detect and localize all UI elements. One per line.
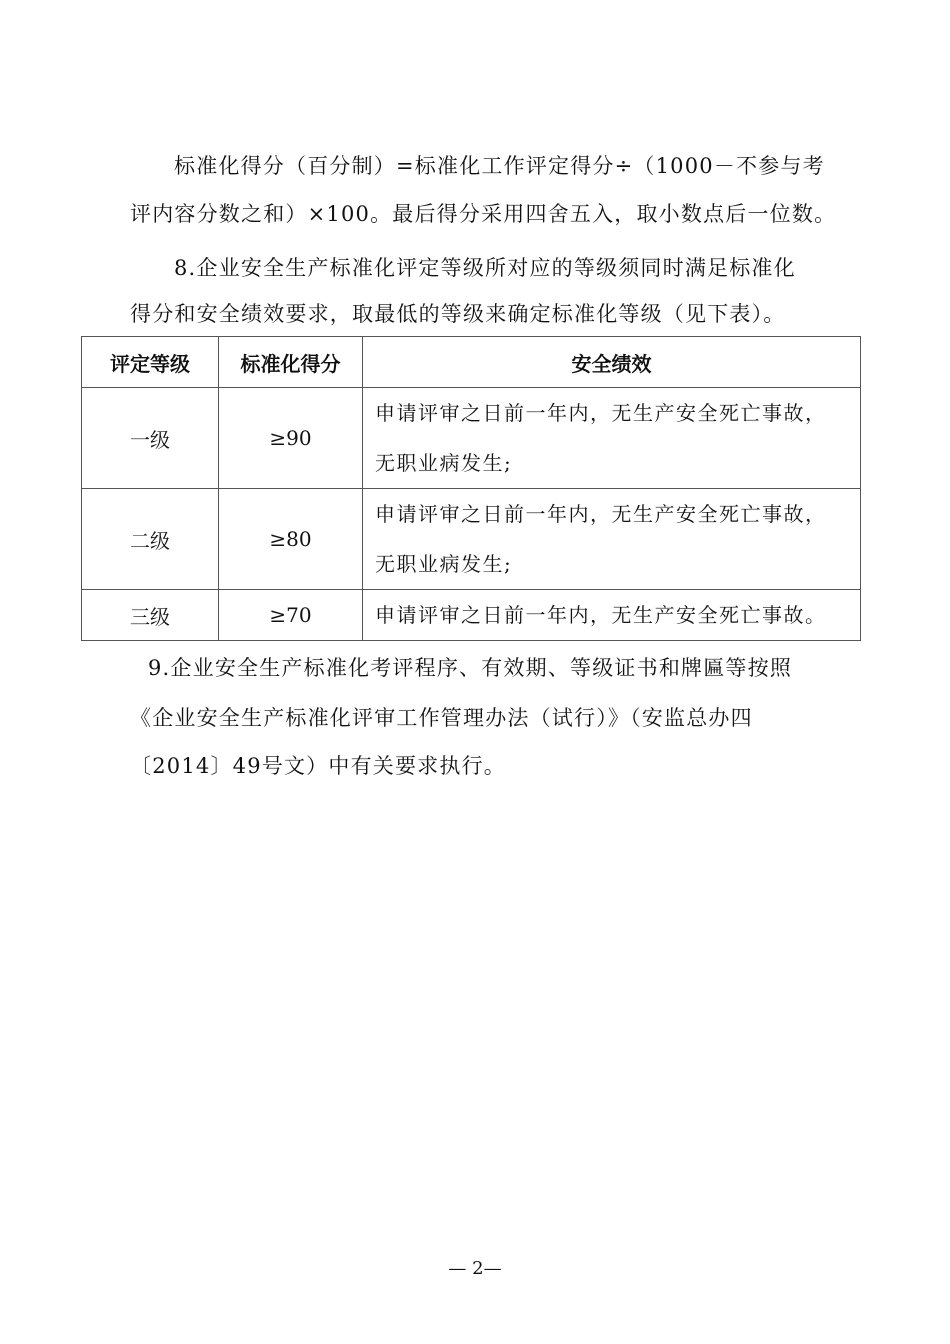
performance-cell — [363, 489, 861, 590]
page-number: — 2— — [448, 1258, 502, 1279]
performance-line: 申请评审之日前一年内，无生产安全死亡事故， — [375, 401, 827, 425]
performance-line: 申请评审之日前一年内，无生产安全死亡事故。 — [375, 603, 827, 627]
performance-line: 申请评审之日前一年内，无生产安全死亡事故， — [375, 502, 827, 526]
performance-cell — [363, 590, 861, 641]
table-row — [82, 388, 861, 489]
grade-table — [81, 336, 861, 641]
score-cell: ≥80 — [219, 489, 363, 590]
item9-line-3: 〔2014〕49号文）中有关要求执行。 — [130, 754, 506, 778]
level-cell: 一级 — [82, 388, 219, 489]
formula-line-1: 标准化得分（百分制）=标准化工作评定得分÷（1000－不参与考 — [174, 154, 825, 178]
score-cell: ≥70 — [219, 590, 363, 641]
header-score: 标准化得分 — [219, 337, 363, 388]
header-performance: 安全绩效 — [363, 337, 861, 388]
level-cell: 三级 — [82, 590, 219, 641]
score-cell: ≥90 — [219, 388, 363, 489]
table-row — [82, 590, 861, 641]
formula-line-2: 评内容分数之和）×100。最后得分采用四舍五入，取小数点后一位数。 — [130, 202, 837, 226]
item9-line-2: 《企业安全生产标准化评审工作管理办法（试行）》（安监总办四 — [130, 706, 753, 730]
table-row — [82, 489, 861, 590]
performance-line: 无职业病发生; — [375, 552, 513, 576]
level-cell: 二级 — [82, 489, 219, 590]
performance-line: 无职业病发生; — [375, 451, 513, 475]
table-header-row — [82, 337, 861, 388]
header-level: 评定等级 — [82, 337, 219, 388]
item8-line-2: 得分和安全绩效要求，取最低的等级来确定标准化等级（见下表）。 — [130, 302, 786, 326]
item9-line-1: 9.企业安全生产标准化考评程序、有效期、等级证书和牌匾等按照 — [148, 656, 793, 680]
item8-line-1: 8.企业安全生产标准化评定等级所对应的等级须同时满足标准化 — [174, 256, 796, 280]
performance-cell — [363, 388, 861, 489]
